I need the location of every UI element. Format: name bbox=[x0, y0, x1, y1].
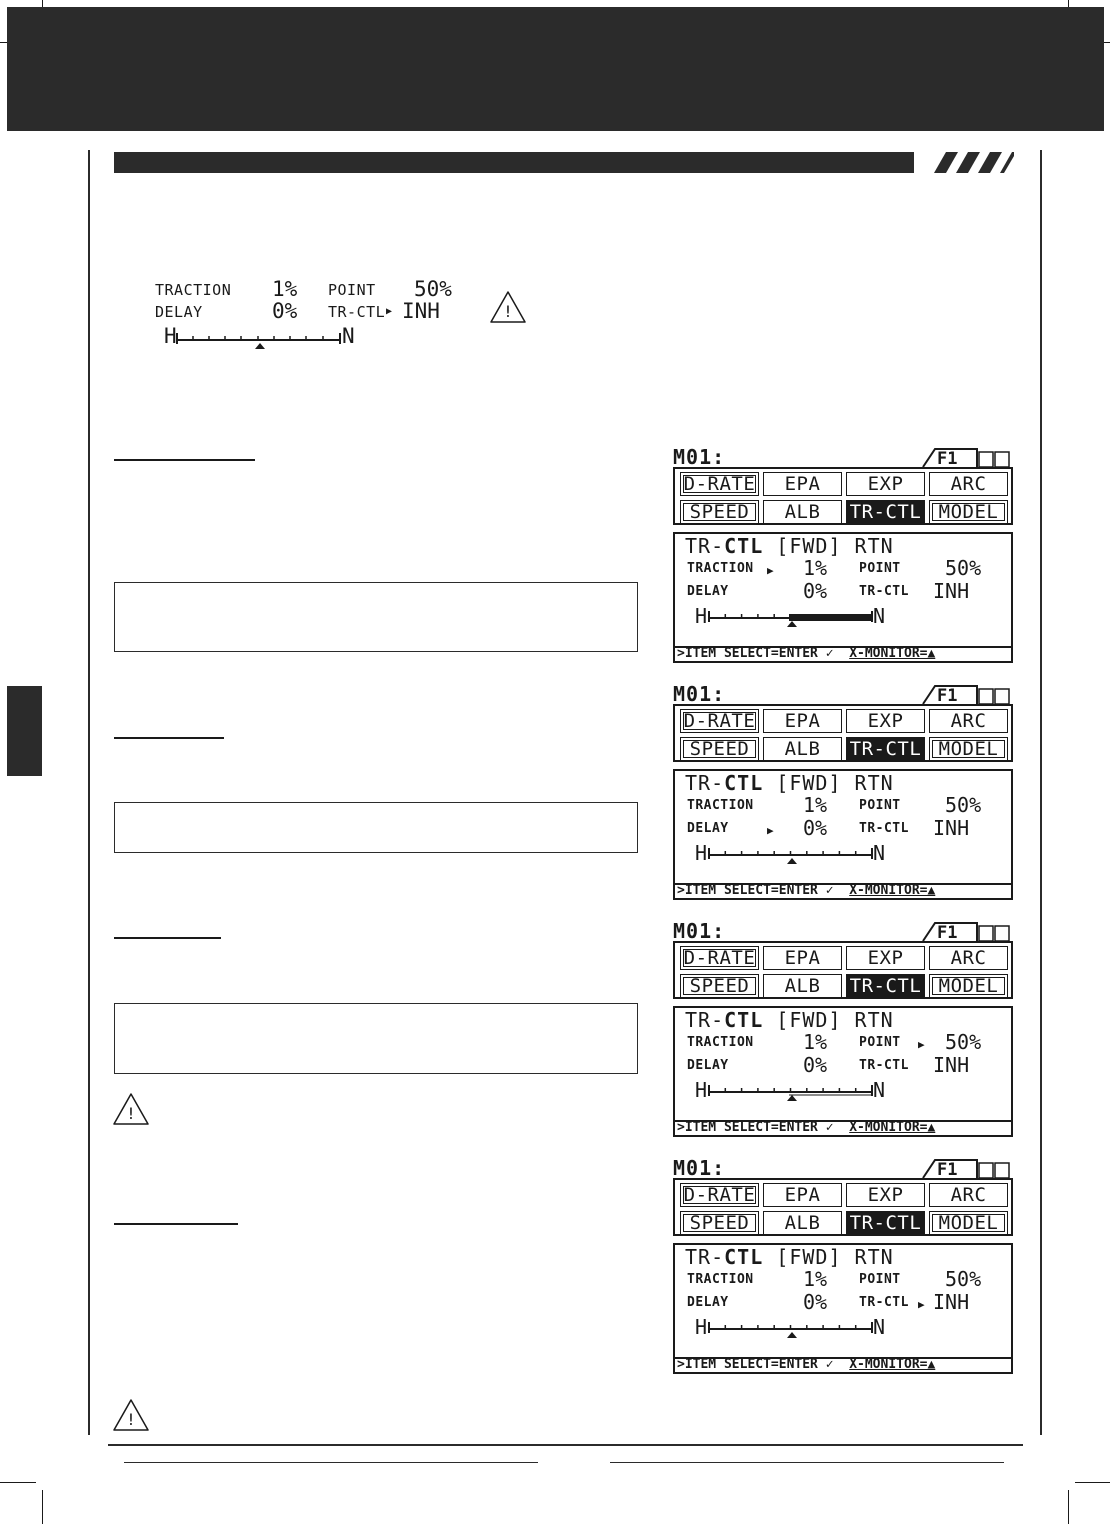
subheading-underline bbox=[114, 937, 221, 939]
function-menu bbox=[673, 704, 1013, 762]
menu-button-alb[interactable]: ALB bbox=[763, 1211, 842, 1235]
traction-value[interactable]: 1% bbox=[803, 1030, 828, 1054]
traction-label: TRACTION bbox=[155, 281, 232, 299]
note-box bbox=[114, 802, 638, 853]
footer-right-rule bbox=[610, 1462, 1004, 1463]
lcd-screen bbox=[673, 919, 1013, 1137]
cursor-arrow-icon: ▶ bbox=[767, 564, 774, 577]
menu-button-model[interactable]: MODEL bbox=[929, 1211, 1008, 1235]
h-label: H bbox=[695, 841, 708, 865]
model-number: M01: bbox=[673, 919, 726, 943]
trctl-value[interactable]: INH bbox=[933, 579, 970, 603]
note-box bbox=[114, 582, 638, 652]
menu-button-exp[interactable]: EXP bbox=[846, 709, 925, 733]
point-value[interactable]: 50% bbox=[945, 1030, 982, 1054]
lcd-screen bbox=[673, 445, 1013, 663]
traction-value[interactable]: 1% bbox=[803, 793, 828, 817]
lcd-footer bbox=[673, 1357, 1013, 1374]
menu-button-tr-ctl[interactable]: TR-CTL bbox=[846, 737, 925, 761]
cursor-arrow-icon: ▶ bbox=[918, 1298, 925, 1311]
lcd-footer bbox=[673, 883, 1013, 900]
trctl-label: TR-CTL bbox=[859, 584, 909, 599]
trctl-label: TR-CTL bbox=[859, 821, 909, 836]
h-label: H bbox=[695, 1078, 708, 1102]
menu-button-alb[interactable]: ALB bbox=[763, 974, 842, 998]
subheading-underline bbox=[114, 737, 224, 739]
menu-button-model[interactable]: MODEL bbox=[929, 500, 1008, 524]
point-value[interactable]: 50% bbox=[945, 1267, 982, 1291]
traction-value[interactable]: 1% bbox=[803, 1267, 828, 1291]
tr-ctl-panel bbox=[673, 1006, 1013, 1122]
menu-button-arc[interactable]: ARC bbox=[929, 472, 1008, 496]
menu-button-epa[interactable]: EPA bbox=[763, 709, 842, 733]
delay-label: DELAY bbox=[687, 584, 729, 599]
panel-header: TR-CTL [FWD] RTN bbox=[685, 1245, 894, 1269]
function-tab-folder bbox=[921, 922, 1013, 942]
point-value[interactable]: 50% bbox=[945, 793, 982, 817]
point-label: POINT bbox=[859, 1035, 901, 1050]
delay-value: 0% bbox=[272, 299, 298, 323]
menu-button-tr-ctl[interactable]: TR-CTL bbox=[846, 500, 925, 524]
menu-button-epa[interactable]: EPA bbox=[763, 472, 842, 496]
function-tab-label: F1 bbox=[937, 686, 958, 706]
menu-button-alb[interactable]: ALB bbox=[763, 500, 842, 524]
svg-text:!: ! bbox=[127, 1410, 135, 1429]
footer-left-rule bbox=[124, 1462, 538, 1463]
trctl-value: INH bbox=[402, 299, 440, 323]
lcd-footer bbox=[673, 646, 1013, 663]
delay-value[interactable]: 0% bbox=[803, 579, 828, 603]
menu-button-model[interactable]: MODEL bbox=[929, 974, 1008, 998]
menu-button-arc[interactable]: ARC bbox=[929, 946, 1008, 970]
menu-button-epa[interactable]: EPA bbox=[763, 946, 842, 970]
left-margin-rule bbox=[88, 150, 90, 1435]
menu-button-exp[interactable]: EXP bbox=[846, 472, 925, 496]
menu-button-exp[interactable]: EXP bbox=[846, 946, 925, 970]
warning-icon bbox=[489, 290, 527, 324]
trctl-value[interactable]: INH bbox=[933, 1053, 970, 1077]
crop-mark bbox=[0, 1482, 36, 1483]
delay-value[interactable]: 0% bbox=[803, 816, 828, 840]
panel-header: TR-CTL [FWD] RTN bbox=[685, 771, 894, 795]
delay-scale bbox=[175, 330, 343, 350]
right-margin-rule bbox=[1040, 150, 1042, 1435]
menu-button-speed[interactable]: SPEED bbox=[680, 500, 759, 524]
point-label: POINT bbox=[859, 1272, 901, 1287]
lcd-screen bbox=[673, 1156, 1013, 1374]
menu-button-exp[interactable]: EXP bbox=[846, 1183, 925, 1207]
function-menu bbox=[673, 1178, 1013, 1236]
footer-monitor: X-MONITOR=▲ bbox=[849, 883, 936, 898]
menu-button-tr-ctl[interactable]: TR-CTL bbox=[846, 974, 925, 998]
menu-button-alb[interactable]: ALB bbox=[763, 737, 842, 761]
delay-label: DELAY bbox=[687, 1295, 729, 1310]
menu-button-speed[interactable]: SPEED bbox=[680, 974, 759, 998]
trctl-value[interactable]: INH bbox=[933, 816, 970, 840]
top-diagram bbox=[155, 278, 465, 348]
menu-button-speed[interactable]: SPEED bbox=[680, 1211, 759, 1235]
point-label: POINT bbox=[859, 798, 901, 813]
delay-value[interactable]: 0% bbox=[803, 1290, 828, 1314]
note-box bbox=[114, 1003, 638, 1074]
tr-ctl-panel bbox=[673, 1243, 1013, 1359]
menu-button-d-rate[interactable]: D-RATE bbox=[680, 1183, 759, 1207]
delay-label: DELAY bbox=[687, 821, 729, 836]
footer-monitor: X-MONITOR=▲ bbox=[849, 1357, 936, 1372]
function-tab-label: F1 bbox=[937, 1160, 958, 1180]
n-label: N bbox=[873, 1315, 886, 1339]
n-label: N bbox=[873, 1078, 886, 1102]
tr-ctl-panel bbox=[673, 769, 1013, 885]
h-label: H bbox=[695, 1315, 708, 1339]
menu-button-speed[interactable]: SPEED bbox=[680, 737, 759, 761]
menu-button-model[interactable]: MODEL bbox=[929, 737, 1008, 761]
menu-button-d-rate[interactable]: D-RATE bbox=[680, 472, 759, 496]
cursor-arrow-icon: ▶ bbox=[386, 306, 393, 317]
point-value[interactable]: 50% bbox=[945, 556, 982, 580]
model-number: M01: bbox=[673, 682, 726, 706]
subheading-underline bbox=[114, 1223, 238, 1225]
traction-label: TRACTION bbox=[687, 1272, 754, 1287]
traction-label: TRACTION bbox=[687, 1035, 754, 1050]
delay-scale bbox=[707, 1319, 875, 1339]
menu-button-arc[interactable]: ARC bbox=[929, 709, 1008, 733]
h-label: H bbox=[695, 604, 708, 628]
trctl-value[interactable]: INH bbox=[933, 1290, 970, 1314]
footer-rule bbox=[108, 1444, 1023, 1446]
subheading-underline bbox=[114, 459, 255, 461]
model-number: M01: bbox=[673, 1156, 726, 1180]
footer-hint: >ITEM SELECT=ENTER ✓ bbox=[677, 646, 834, 661]
menu-button-d-rate[interactable]: D-RATE bbox=[680, 946, 759, 970]
crop-mark bbox=[42, 1490, 43, 1524]
cursor-arrow-icon: ▶ bbox=[767, 824, 774, 837]
delay-label: DELAY bbox=[155, 303, 203, 321]
menu-button-d-rate[interactable]: D-RATE bbox=[680, 709, 759, 733]
point-label: POINT bbox=[859, 561, 901, 576]
trctl-label: TR-CTL bbox=[859, 1295, 909, 1310]
warning-icon bbox=[112, 1398, 150, 1432]
cursor-arrow-icon: ▶ bbox=[918, 1038, 925, 1051]
function-menu bbox=[673, 467, 1013, 525]
h-label: H bbox=[164, 324, 177, 348]
n-label: N bbox=[873, 841, 886, 865]
delay-scale bbox=[707, 608, 875, 628]
n-label: N bbox=[873, 604, 886, 628]
lcd-screen bbox=[673, 682, 1013, 900]
model-number: M01: bbox=[673, 445, 726, 469]
menu-button-arc[interactable]: ARC bbox=[929, 1183, 1008, 1207]
section-title-bar bbox=[114, 152, 914, 173]
svg-text:!: ! bbox=[127, 1104, 135, 1123]
function-tab-folder bbox=[921, 1159, 1013, 1179]
tr-ctl-panel bbox=[673, 532, 1013, 648]
section-bar-stripes bbox=[914, 152, 1014, 173]
crop-mark bbox=[1075, 1482, 1110, 1483]
function-tab-folder bbox=[921, 448, 1013, 468]
footer-hint: >ITEM SELECT=ENTER ✓ bbox=[677, 1120, 834, 1135]
delay-label: DELAY bbox=[687, 1058, 729, 1073]
function-tab-folder bbox=[921, 685, 1013, 705]
warning-icon bbox=[112, 1092, 150, 1126]
delay-scale bbox=[707, 845, 875, 865]
function-tab-label: F1 bbox=[937, 923, 958, 943]
function-menu bbox=[673, 941, 1013, 999]
delay-value[interactable]: 0% bbox=[803, 1053, 828, 1077]
n-label: N bbox=[342, 324, 355, 348]
chapter-side-tab bbox=[7, 686, 42, 776]
point-value: 50% bbox=[414, 277, 452, 301]
panel-header: TR-CTL [FWD] RTN bbox=[685, 534, 894, 558]
footer-hint: >ITEM SELECT=ENTER ✓ bbox=[677, 883, 834, 898]
footer-monitor: X-MONITOR=▲ bbox=[849, 1120, 936, 1135]
traction-value[interactable]: 1% bbox=[803, 556, 828, 580]
traction-label: TRACTION bbox=[687, 561, 754, 576]
function-tab-label: F1 bbox=[937, 449, 958, 469]
panel-header: TR-CTL [FWD] RTN bbox=[685, 1008, 894, 1032]
traction-label: TRACTION bbox=[687, 798, 754, 813]
header-band bbox=[7, 7, 1104, 131]
menu-button-epa[interactable]: EPA bbox=[763, 1183, 842, 1207]
traction-value: 1% bbox=[272, 277, 298, 301]
trctl-label: TR-CTL bbox=[859, 1058, 909, 1073]
footer-monitor: X-MONITOR=▲ bbox=[849, 646, 936, 661]
menu-button-tr-ctl[interactable]: TR-CTL bbox=[846, 1211, 925, 1235]
lcd-footer bbox=[673, 1120, 1013, 1137]
crop-mark bbox=[1068, 1490, 1069, 1524]
point-label: POINT bbox=[328, 281, 376, 299]
trctl-label: TR-CTL bbox=[328, 303, 386, 321]
delay-scale bbox=[707, 1082, 875, 1102]
footer-hint: >ITEM SELECT=ENTER ✓ bbox=[677, 1357, 834, 1372]
svg-text:!: ! bbox=[504, 302, 512, 321]
